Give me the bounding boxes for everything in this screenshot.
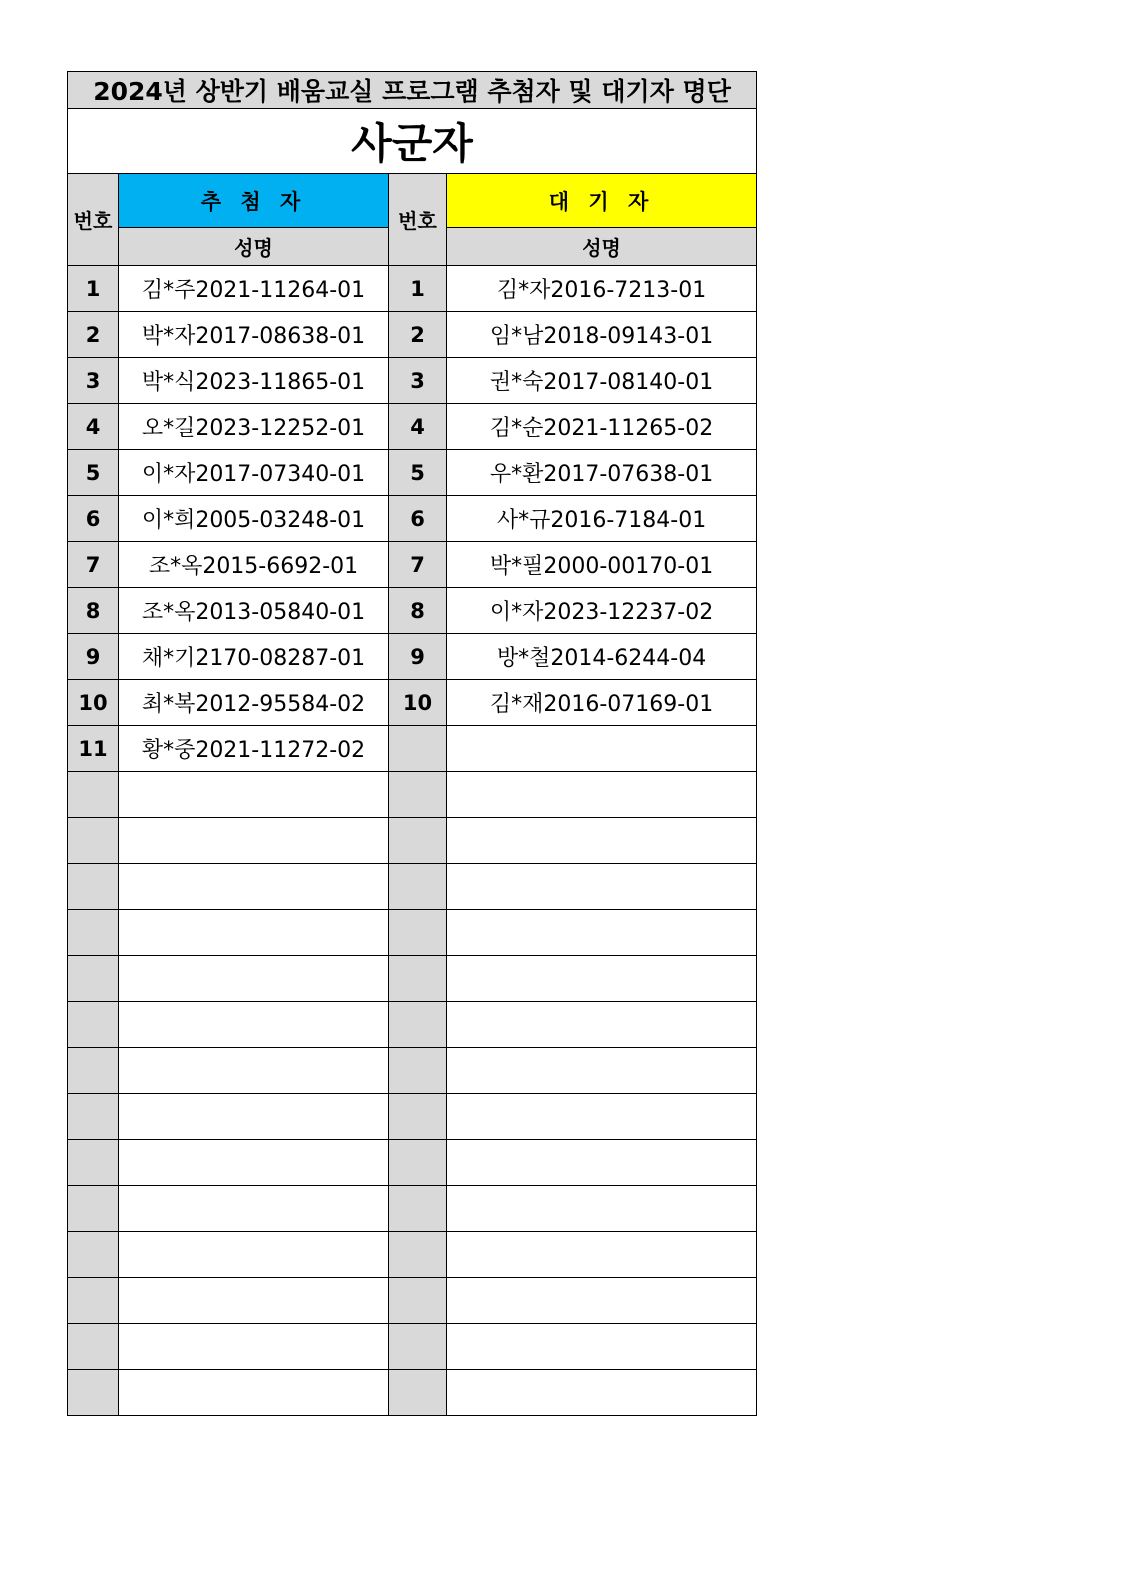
waitlist-name-cell	[447, 1232, 757, 1278]
table-row	[68, 1140, 757, 1186]
waitlist-name-cell	[447, 1002, 757, 1048]
winner-number-cell	[68, 1186, 119, 1232]
table-row	[68, 1232, 757, 1278]
waitlist-number-cell	[389, 1278, 447, 1324]
table-row	[68, 1094, 757, 1140]
roster-table	[67, 71, 757, 1416]
table-row	[68, 1002, 757, 1048]
winner-name-cell: 최*복2012-95584-02	[119, 680, 389, 726]
waitlist-name-cell	[447, 1370, 757, 1416]
waitlist-name-cell	[447, 956, 757, 1002]
winner-name-cell	[119, 772, 389, 818]
waitlist-name-cell	[447, 1186, 757, 1232]
waitlist-name-cell	[447, 1324, 757, 1370]
table-row	[68, 266, 757, 312]
winner-number-cell: 4	[68, 404, 119, 450]
waitlist-number-cell	[389, 1094, 447, 1140]
winner-name-cell: 박*자2017-08638-01	[119, 312, 389, 358]
waitlist-number-cell	[389, 1048, 447, 1094]
winner-number-cell	[68, 1002, 119, 1048]
winner-number-cell	[68, 1048, 119, 1094]
waitlist-name-cell: 권*숙2017-08140-01	[447, 358, 757, 404]
waitlist-name-cell	[447, 864, 757, 910]
winner-number-cell: 5	[68, 450, 119, 496]
winner-number-cell	[68, 1278, 119, 1324]
winner-name-cell	[119, 1094, 389, 1140]
winner-number-cell	[68, 1094, 119, 1140]
waitlist-name-cell	[447, 1048, 757, 1094]
waitlist-name-cell	[447, 818, 757, 864]
winner-number-cell: 6	[68, 496, 119, 542]
waitlist-number-cell: 6	[389, 496, 447, 542]
winner-number-cell	[68, 818, 119, 864]
table-row	[68, 496, 757, 542]
waitlist-number-cell: 3	[389, 358, 447, 404]
winner-number-cell: 8	[68, 588, 119, 634]
winner-name-cell: 조*옥2013-05840-01	[119, 588, 389, 634]
waitlist-number-cell: 1	[389, 266, 447, 312]
waitlist-name-cell: 김*재2016-07169-01	[447, 680, 757, 726]
winners-header: 추 첨 자	[119, 174, 389, 228]
table-row	[68, 358, 757, 404]
winner-name-cell: 이*희2005-03248-01	[119, 496, 389, 542]
winner-name-cell	[119, 1186, 389, 1232]
program-name: 사군자	[68, 109, 757, 174]
winner-name-cell: 채*기2170-08287-01	[119, 634, 389, 680]
winner-number-cell	[68, 910, 119, 956]
winner-name-cell	[119, 956, 389, 1002]
winner-number-cell: 2	[68, 312, 119, 358]
waitlist-header: 대 기 자	[447, 174, 757, 228]
table-row	[68, 1278, 757, 1324]
document-title: 2024년 상반기 배움교실 프로그램 추첨자 및 대기자 명단	[68, 72, 757, 109]
waitlist-number-cell: 10	[389, 680, 447, 726]
waitlist-number-cell	[389, 1186, 447, 1232]
winner-number-cell: 10	[68, 680, 119, 726]
waitlist-number-cell: 4	[389, 404, 447, 450]
waitlist-number-cell: 5	[389, 450, 447, 496]
winner-name-cell: 이*자2017-07340-01	[119, 450, 389, 496]
winner-name-cell	[119, 864, 389, 910]
table-row	[68, 956, 757, 1002]
waitlist-number-cell	[389, 1370, 447, 1416]
waitlist-name-cell: 우*환2017-07638-01	[447, 450, 757, 496]
table-row	[68, 1048, 757, 1094]
winner-name-cell	[119, 910, 389, 956]
winner-number-cell: 7	[68, 542, 119, 588]
winner-name-cell	[119, 818, 389, 864]
table-row	[68, 772, 757, 818]
waitlist-name-cell	[447, 1140, 757, 1186]
table-row	[68, 588, 757, 634]
table-row	[68, 726, 757, 772]
winner-name-cell	[119, 1370, 389, 1416]
winner-name-cell	[119, 1278, 389, 1324]
table-row	[68, 404, 757, 450]
table-row	[68, 450, 757, 496]
waitlist-name-cell: 방*철2014-6244-04	[447, 634, 757, 680]
table-row	[68, 542, 757, 588]
waitlist-name-cell	[447, 772, 757, 818]
winner-number-cell	[68, 1140, 119, 1186]
waitlist-number-cell: 9	[389, 634, 447, 680]
waitlist-name-cell: 임*남2018-09143-01	[447, 312, 757, 358]
waitlist-name-cell	[447, 910, 757, 956]
winner-number-cell: 3	[68, 358, 119, 404]
waitlist-name-header: 성명	[447, 228, 757, 266]
waitlist-number-cell	[389, 1002, 447, 1048]
waitlist-number-cell: 2	[389, 312, 447, 358]
winner-number-cell: 11	[68, 726, 119, 772]
waitlist-number-cell: 7	[389, 542, 447, 588]
waitlist-number-cell: 8	[389, 588, 447, 634]
waitlist-number-cell	[389, 864, 447, 910]
winner-number-cell	[68, 1370, 119, 1416]
winner-name-cell: 황*중2021-11272-02	[119, 726, 389, 772]
winner-number-cell: 9	[68, 634, 119, 680]
winners-name-header: 성명	[119, 228, 389, 266]
winners-number-header: 번호	[68, 174, 119, 266]
waitlist-name-cell: 이*자2023-12237-02	[447, 588, 757, 634]
table-row	[68, 634, 757, 680]
winner-name-cell: 김*주2021-11264-01	[119, 266, 389, 312]
waitlist-number-header: 번호	[389, 174, 447, 266]
winner-name-cell: 박*식2023-11865-01	[119, 358, 389, 404]
winner-name-cell	[119, 1002, 389, 1048]
table-row	[68, 910, 757, 956]
waitlist-number-cell	[389, 1232, 447, 1278]
winner-name-cell	[119, 1140, 389, 1186]
table-row	[68, 312, 757, 358]
waitlist-number-cell	[389, 772, 447, 818]
waitlist-name-cell: 김*자2016-7213-01	[447, 266, 757, 312]
table-row	[68, 864, 757, 910]
table-row	[68, 1186, 757, 1232]
waitlist-name-cell: 사*규2016-7184-01	[447, 496, 757, 542]
winner-name-cell	[119, 1048, 389, 1094]
waitlist-name-cell: 박*필2000-00170-01	[447, 542, 757, 588]
table-row	[68, 1370, 757, 1416]
waitlist-number-cell	[389, 956, 447, 1002]
waitlist-name-cell	[447, 1278, 757, 1324]
waitlist-name-cell	[447, 1094, 757, 1140]
winner-number-cell	[68, 1232, 119, 1278]
winner-number-cell	[68, 1324, 119, 1370]
waitlist-name-cell: 김*순2021-11265-02	[447, 404, 757, 450]
waitlist-number-cell	[389, 818, 447, 864]
table-row	[68, 818, 757, 864]
winner-number-cell	[68, 956, 119, 1002]
waitlist-number-cell	[389, 1324, 447, 1370]
winner-number-cell	[68, 864, 119, 910]
winner-name-cell: 오*길2023-12252-01	[119, 404, 389, 450]
winner-number-cell: 1	[68, 266, 119, 312]
table-row	[68, 680, 757, 726]
waitlist-number-cell	[389, 1140, 447, 1186]
waitlist-number-cell	[389, 910, 447, 956]
table-row	[68, 1324, 757, 1370]
waitlist-number-cell	[389, 726, 447, 772]
winner-name-cell: 조*옥2015-6692-01	[119, 542, 389, 588]
winner-name-cell	[119, 1232, 389, 1278]
winner-number-cell	[68, 772, 119, 818]
winner-name-cell	[119, 1324, 389, 1370]
waitlist-name-cell	[447, 726, 757, 772]
